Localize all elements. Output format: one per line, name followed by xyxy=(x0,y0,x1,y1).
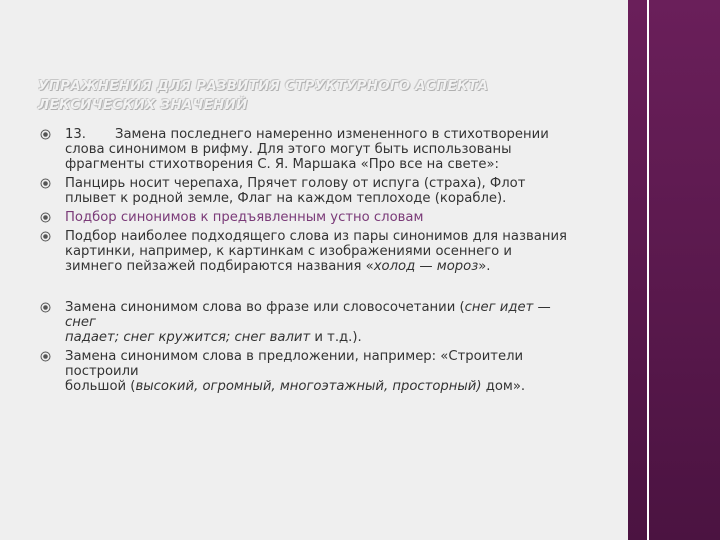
item-emphasis: холод — мороз xyxy=(373,259,479,274)
list-item xyxy=(40,229,610,274)
item-emphasis: снег идет — xyxy=(464,300,551,315)
bullet-icon xyxy=(40,212,51,223)
item-text: Подбор наиболее подходящего слова из пары синонимов для названия xyxy=(65,229,567,244)
item-text: Подбор синонимов к предъявленным устно словам xyxy=(65,210,424,225)
item-text: большой ( xyxy=(65,379,136,394)
item-text: плывет к родной земле, Флаг на каждом теплоходе (корабле). xyxy=(65,191,507,206)
item-emphasis: падает; снег кружится; снег валит xyxy=(65,330,311,345)
sidebar-divider-line xyxy=(647,0,649,540)
list-item xyxy=(40,349,610,394)
item-emphasis: снег xyxy=(65,315,96,330)
item-text: ». xyxy=(478,259,491,274)
slide-title: УПРАЖНЕНИЯ ДЛЯ РАЗВИТИЯ СТРУКТУРНОГО АСПЕКТА ЛЕКСИЧЕСКИХ ЗНАЧЕНИЙ xyxy=(38,78,489,113)
bullet-icon xyxy=(40,231,51,242)
item-number: 13. xyxy=(65,127,86,142)
item-text: дом». xyxy=(481,379,526,394)
item-emphasis: высокий, огромный, многоэтажный, просторный) xyxy=(135,379,482,394)
bullet-icon xyxy=(40,351,51,362)
item-text: и т.д.). xyxy=(310,330,362,345)
item-text: фрагменты стихотворения С. Я. Маршака «Про все на свете»: xyxy=(65,157,499,172)
decorative-sidebar xyxy=(628,0,720,540)
item-text: слова синонимом в рифму. Для этого могут быть использованы xyxy=(65,142,512,157)
item-text: построили xyxy=(65,364,139,379)
exercise-list xyxy=(40,127,610,398)
item-text: Замена последнего намеренно измененного в стихотворении xyxy=(115,127,549,142)
list-item xyxy=(40,127,610,172)
list-item xyxy=(40,210,610,225)
item-text: зимнего пейзажей подбираются названия « xyxy=(65,259,374,274)
list-item xyxy=(40,176,610,206)
bullet-icon xyxy=(40,178,51,189)
list-item xyxy=(40,300,610,345)
item-text: Замена синонимом слова в предложении, например: «Строители xyxy=(65,349,524,364)
bullet-icon xyxy=(40,302,51,313)
item-text: Панцирь носит черепаха, Прячет голову от испуга (страха), Флот xyxy=(65,176,526,191)
bullet-icon xyxy=(40,129,51,140)
item-text: картинки, например, к картинкам с изображениями осеннего и xyxy=(65,244,512,259)
item-text: Замена синонимом слова во фразе или словосочетании ( xyxy=(65,300,465,315)
